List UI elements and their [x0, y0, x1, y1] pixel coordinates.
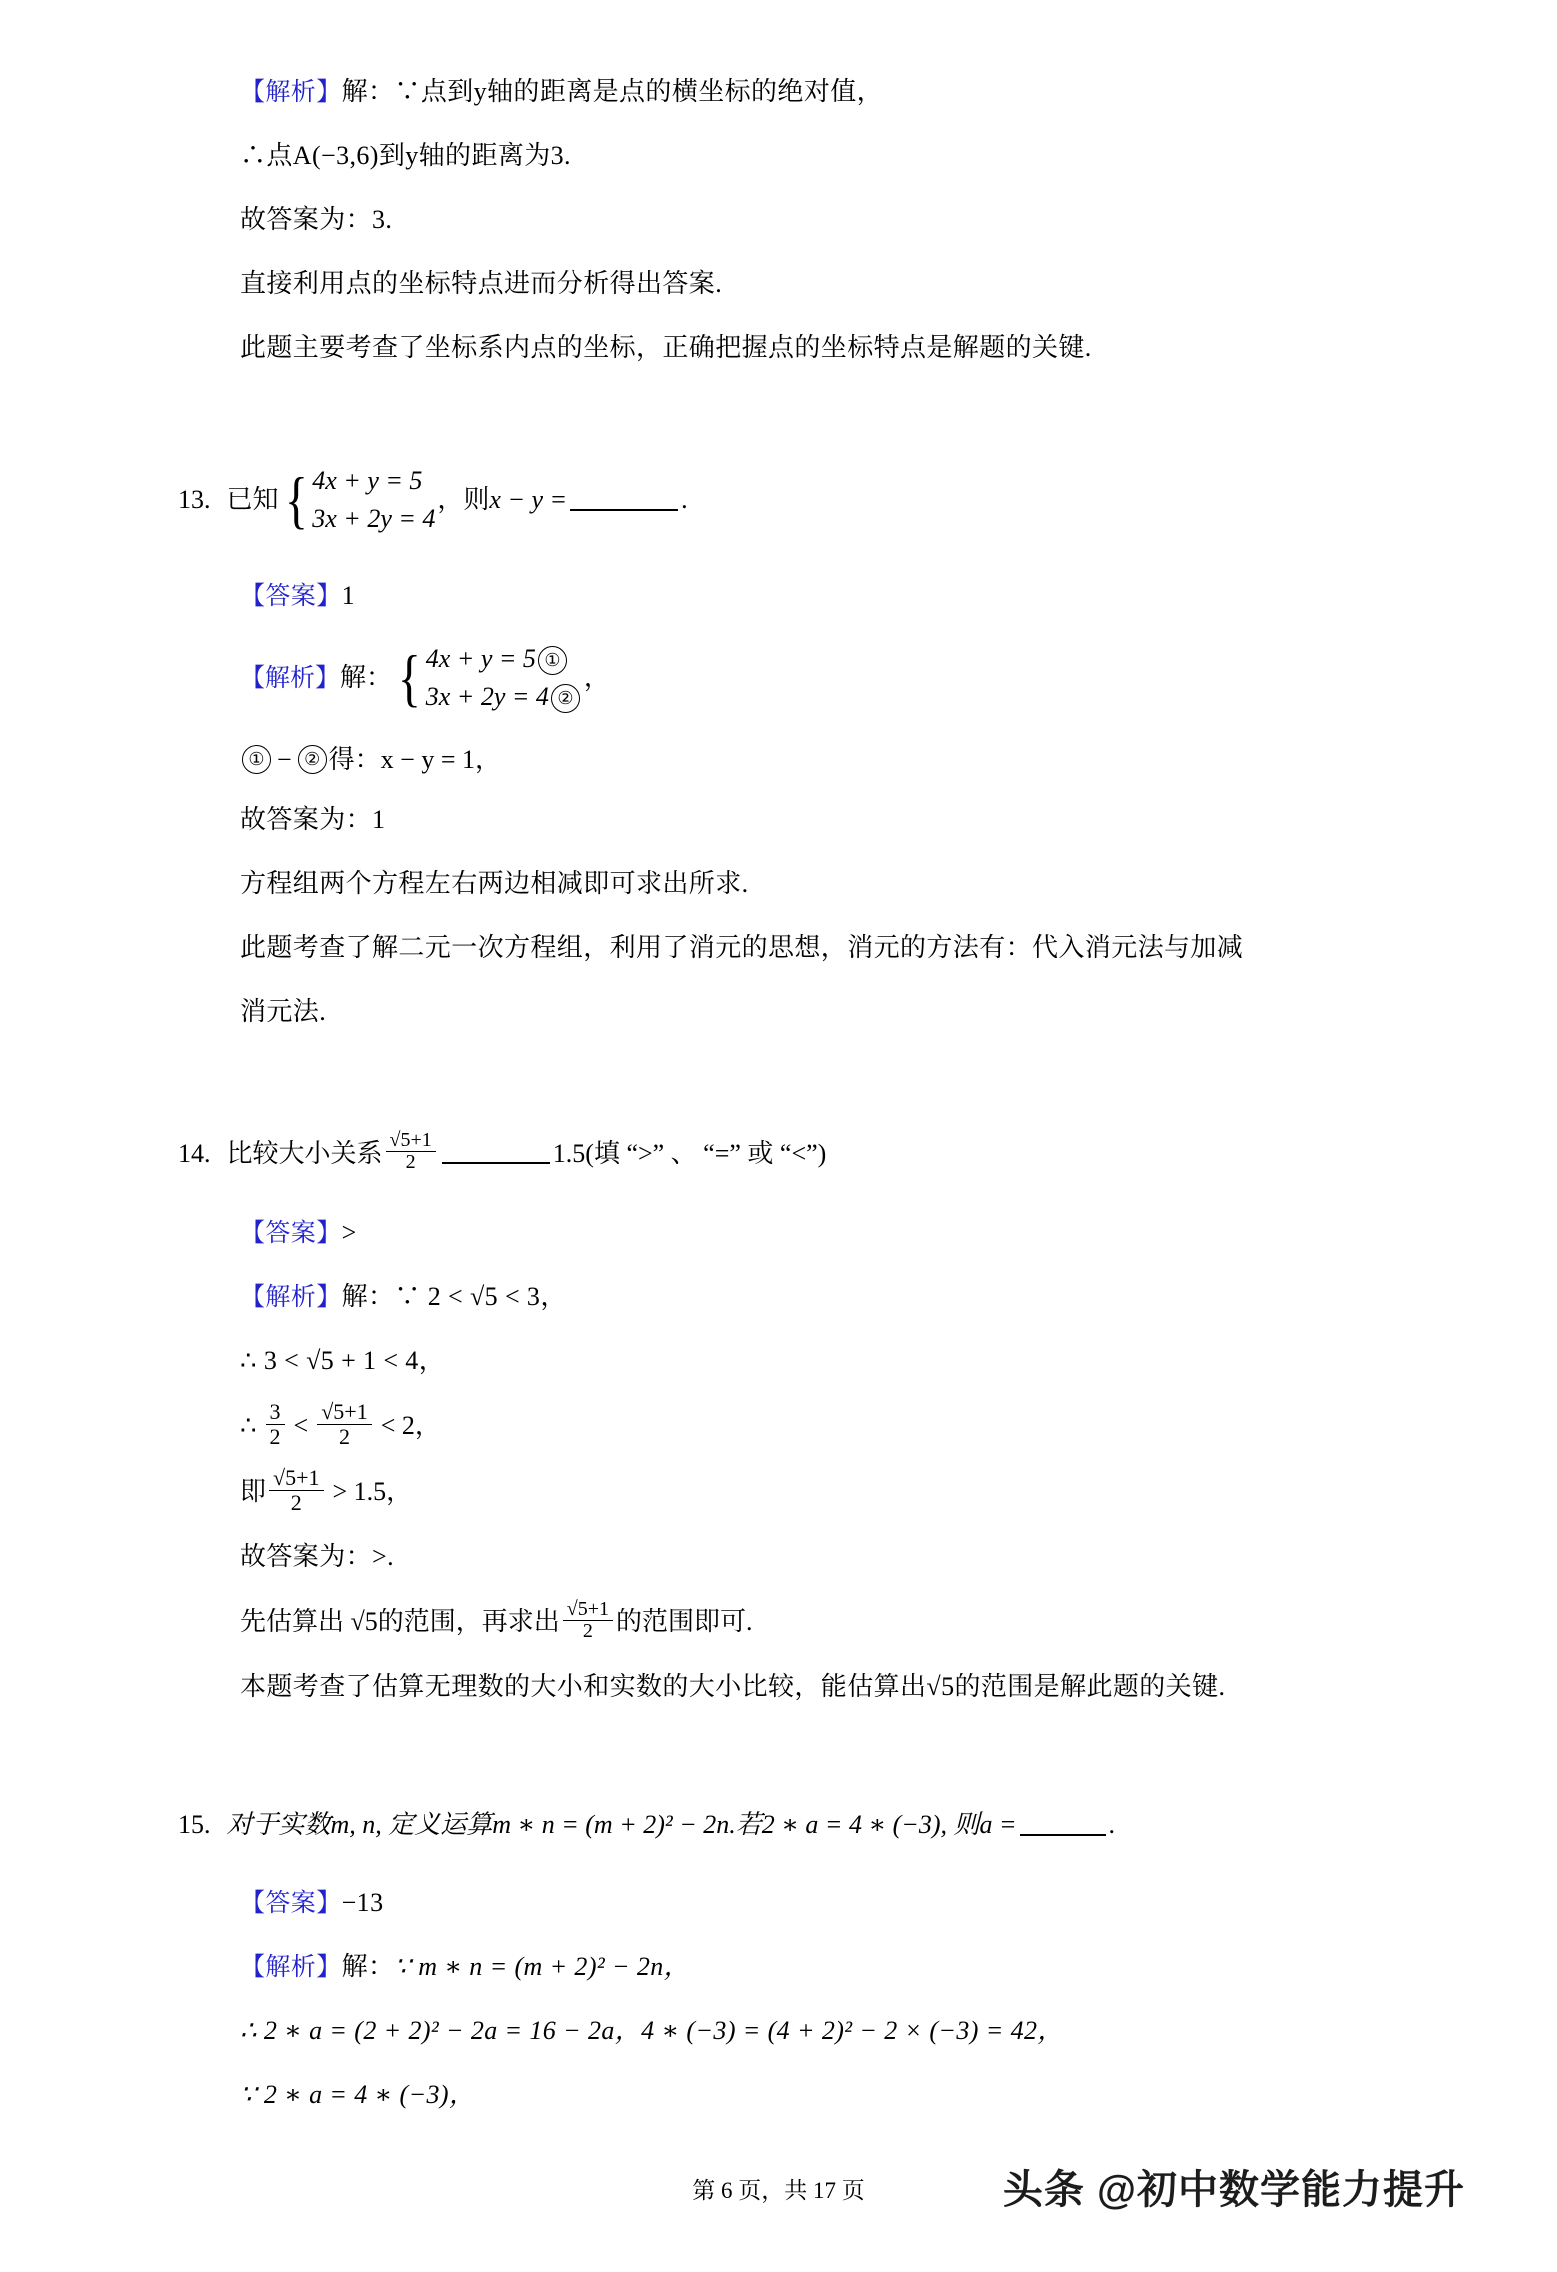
q12-analysis-text: ∵点到y轴的距离是点的横坐标的绝对值，: [394, 77, 884, 106]
q13-step1-text: 得：x − y = 1，: [328, 745, 501, 774]
answer-blank[interactable]: [442, 1143, 550, 1164]
marker-one: ①: [242, 745, 271, 774]
q13-stem-prefix: 已知: [226, 485, 279, 514]
q15-stem-text: 对于实数m, n, 定义运算m ∗ n = (m + 2)² − 2n.若2 ∗ a = 4 ∗ (−3), 则a =: [226, 1810, 1017, 1839]
analysis-tag: 【解析】: [240, 78, 342, 106]
q14-step3-fraction-left: [266, 1400, 285, 1449]
q14-step4-den: 2: [269, 1490, 323, 1515]
q14-step4-prefix: 即: [240, 1477, 267, 1506]
analysis-tag: 【解析】: [240, 1953, 342, 1981]
q14-method-fraction: [563, 1599, 613, 1642]
spacer: [240, 380, 1407, 458]
q14-answer-value: >: [341, 1218, 357, 1247]
q14-step3: [240, 1393, 1407, 1459]
q14-step3-f1-den: 2: [266, 1424, 285, 1449]
q14-method: [240, 1589, 1407, 1655]
q14-step3-prefix: ∴: [240, 1411, 257, 1440]
q14-method-part2: 的范围即可.: [616, 1607, 753, 1636]
q12-line3: 故答案为：3.: [240, 205, 393, 234]
q14-conclusion: 故答案为：>.: [240, 1542, 394, 1571]
q15-step2: [240, 1999, 1407, 2063]
answer-blank[interactable]: [570, 490, 678, 511]
spacer: [240, 1175, 1407, 1201]
answer-tag: 【答案】: [240, 1889, 342, 1917]
q14-number: 14.: [178, 1138, 211, 1168]
q13-method: 方程组两个方程左右两边相减即可求出所求.: [240, 869, 749, 898]
q15-step3-text: ∵ 2 ∗ a = 4 ∗ (−3)，: [240, 2080, 476, 2109]
q12-summary: 此题主要考查了坐标系内点的坐标，正确把握点的坐标特点是解题的关键.: [240, 333, 1092, 362]
q14-step3-f2-den: 2: [317, 1424, 371, 1449]
q15-number: 15.: [178, 1810, 211, 1839]
q13-eq2: 3x + 2y = 4: [312, 504, 436, 533]
q14-step4-fraction: [269, 1466, 323, 1515]
solution-word: 解：: [341, 1282, 395, 1311]
marker-one: ①: [538, 646, 567, 675]
q12-line2: ∴点A(−3,6)到y轴的距离为3.: [240, 141, 571, 170]
q13-sol-eq2-row: [426, 678, 582, 716]
q14-step4-tail: > 1.5，: [332, 1477, 413, 1506]
q15-stem-suffix: .: [1108, 1810, 1116, 1839]
q13-sol-eq1: 4x + y = 5: [425, 644, 536, 673]
q15-step3: [240, 2063, 1407, 2127]
q13-equation-system: [281, 462, 436, 538]
q14-method-part1: 先估算出 √5的范围，再求出: [240, 1607, 560, 1636]
q14-frac-numerator: √5+1: [389, 1129, 432, 1151]
q14-step3-lt1: <: [293, 1411, 309, 1440]
q15-answer-line: [240, 1871, 1407, 1935]
q13-eq1: 4x + y = 5: [312, 466, 423, 495]
q14-stem-after-blank: 1.5(填 “>” 、 “=” 或 “<”): [552, 1138, 827, 1168]
q13-conclusion: 故答案为：1: [240, 805, 386, 834]
q15-step2-text: ∴ 2 ∗ a = (2 + 2)² − 2a = 16 − 2a，4 ∗ (−3) = (4 + 2)² − 2 × (−3) = 42，: [240, 2016, 1064, 2045]
q15-step1: ∵ m ∗ n = (m + 2)² − 2n，: [394, 1952, 691, 1981]
q15-answer-value: −13: [341, 1888, 384, 1917]
watermark: 头条 @初中数学能力提升: [1002, 2168, 1465, 2212]
q14-step1: ∵ 2 < √5 < 3，: [394, 1282, 567, 1311]
answer-tag: 【答案】: [240, 1219, 342, 1247]
q14-stem-prefix: 比较大小关系: [226, 1138, 383, 1168]
q14-fraction: [386, 1130, 436, 1173]
q13-stem-suffix: .: [681, 485, 688, 514]
q13-summary-line1: 此题考查了解二元一次方程组，利用了消元的思想，消元的方法有：代入消元法与加减: [240, 933, 1244, 962]
spacer: [240, 1719, 1407, 1797]
q13-stem-mid: ，则: [437, 485, 490, 514]
brace-icon: {: [284, 464, 308, 535]
q13-sol-comma: ，: [583, 663, 610, 692]
q14-step3-tail: < 2，: [380, 1411, 441, 1440]
marker-two: ②: [298, 745, 327, 774]
q13-analysis-line: [240, 640, 1407, 716]
q13-number: 13.: [178, 485, 211, 514]
page-footer: [0, 2166, 1557, 2226]
q14-stem: [178, 1129, 1407, 1175]
brace-icon: {: [397, 642, 421, 713]
q14-answer-line: [240, 1201, 1407, 1265]
marker-two: ②: [551, 684, 580, 713]
q14-step2: ∴ 3 < √5 + 1 < 4，: [240, 1346, 446, 1375]
spacer: [240, 1044, 1407, 1122]
q14-analysis-line: [240, 1265, 1407, 1329]
q13-answer-line: [240, 564, 1407, 628]
q13-sol-eq2: 3x + 2y = 4: [425, 682, 549, 711]
q15-analysis-line: [240, 1935, 1407, 1999]
q12-analysis-line: [240, 60, 1407, 124]
q13-sol-eq1-row: [426, 640, 582, 678]
solution-word: 解：: [341, 1952, 395, 1981]
q14-method-frac-num: √5+1: [566, 1597, 610, 1620]
answer-tag: 【答案】: [240, 582, 342, 610]
analysis-tag: 【解析】: [240, 1283, 342, 1311]
q14-step3-f1-num: 3: [269, 1398, 281, 1424]
answer-blank[interactable]: [1020, 1815, 1106, 1836]
q14-step3-f2-num: √5+1: [321, 1398, 368, 1424]
spacer: [240, 538, 1407, 564]
solution-word: 解：: [340, 663, 393, 692]
q12-method: 直接利用点的坐标特点进而分析得出答案.: [240, 269, 723, 298]
q14-step4-num: √5+1: [273, 1464, 320, 1490]
q14-step4: [240, 1459, 1407, 1525]
q13-step1-minus: −: [277, 745, 292, 774]
q13-solution-system: [394, 640, 582, 716]
q13-step1: [240, 732, 1407, 788]
spacer: [240, 1845, 1407, 1871]
page-number: 第 6 页，共 17 页: [692, 2178, 865, 2203]
q15-stem: [178, 1805, 1407, 1845]
q14-step3-fraction-right: [317, 1400, 371, 1449]
q13-summary-line2: 消元法.: [240, 997, 327, 1026]
q14-frac-denominator: 2: [386, 1151, 436, 1173]
solution-word: 解：: [341, 77, 395, 106]
q14-summary: 本题考查了估算无理数的大小和实数的大小比较，能估算出√5的范围是解此题的关键.: [240, 1672, 1226, 1701]
q13-stem: [178, 462, 1407, 538]
q14-method-frac-den: 2: [563, 1620, 613, 1642]
q13-answer-value: 1: [341, 581, 356, 610]
analysis-tag: 【解析】: [240, 664, 341, 692]
q13-stem-expr: x − y =: [489, 485, 568, 514]
